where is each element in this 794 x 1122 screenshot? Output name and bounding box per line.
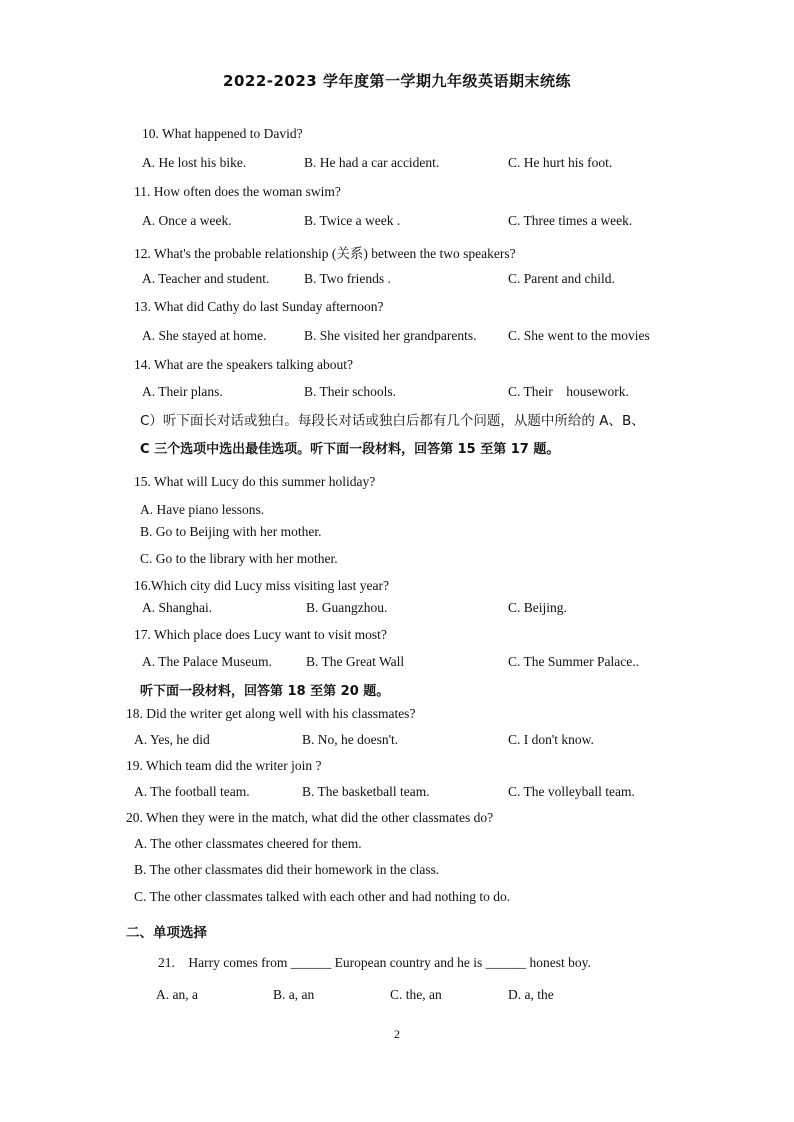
question-19-option-a: A. The football team.: [134, 784, 250, 799]
question-16-stem: 16.Which city did Lucy miss visiting last year?: [134, 578, 389, 593]
section-2-heading: 二、单项选择: [126, 925, 207, 941]
question-13-stem: 13. What did Cathy do last Sunday afternoon?: [134, 299, 384, 314]
instruction-18-20: 听下面一段材料，回答第 18 至第 20 题。: [140, 684, 390, 699]
question-11-option-b: B. Twice a week .: [304, 213, 401, 228]
page-number: 2: [394, 1027, 400, 1041]
question-20-option-c: C. The other classmates talked with each other and had nothing to do.: [134, 889, 511, 904]
question-16-option-c: C. Beijing.: [508, 600, 567, 615]
question-21-option-d: D. a, the: [508, 987, 554, 1002]
question-15-option-b: B. Go to Beijing with her mother.: [140, 524, 322, 539]
question-17-stem: 17. Which place does Lucy want to visit most?: [134, 627, 387, 642]
question-21-stem: 21. Harry comes from ______ European country and he is ______ honest boy.: [158, 955, 591, 970]
question-17-option-c: C. The Summer Palace..: [508, 654, 639, 669]
question-12-option-b: B. Two friends .: [304, 271, 391, 286]
question-11-stem: 11. How often does the woman swim?: [134, 184, 341, 199]
question-18-stem: 18. Did the writer get along well with his classmates?: [126, 706, 416, 721]
question-21-option-a: A. an, a: [156, 987, 198, 1002]
question-10-stem: 10. What happened to David?: [142, 126, 303, 141]
question-12-option-c: C. Parent and child.: [508, 271, 615, 286]
question-19-option-b: B. The basketball team.: [302, 784, 430, 799]
question-17-option-a: A. The Palace Museum.: [142, 654, 272, 669]
question-11-option-a: A. Once a week.: [142, 213, 232, 228]
question-10-option-a: A. He lost his bike.: [142, 155, 247, 170]
question-18-option-c: C. I don't know.: [508, 732, 594, 747]
question-13-option-a: A. She stayed at home.: [142, 328, 267, 343]
question-21-option-b: B. a, an: [273, 987, 315, 1002]
question-10-option-b: B. He had a car accident.: [304, 155, 440, 170]
section-c-instruction-line-2: C 三个选项中选出最佳选项。听下面一段材料，回答第 15 至第 17 题。: [140, 442, 560, 457]
question-14-option-a: A. Their plans.: [142, 384, 223, 399]
question-18-option-b: B. No, he doesn't.: [302, 732, 399, 747]
question-15-option-c: C. Go to the library with her mother.: [140, 551, 338, 566]
question-12-stem: 12. What's the probable relationship (关系) between the two speakers?: [134, 246, 516, 261]
question-14-option-c: C. Their housework.: [508, 384, 629, 399]
question-19-option-c: C. The volleyball team.: [508, 784, 635, 799]
question-16-option-a: A. Shanghai.: [142, 600, 213, 615]
question-21-option-c: C. the, an: [390, 987, 442, 1002]
question-10-option-c: C. He hurt his foot.: [508, 155, 613, 170]
question-17-option-b: B. The Great Wall: [306, 654, 405, 669]
question-20-option-b: B. The other classmates did their homework in the class.: [134, 862, 440, 877]
question-14-stem: 14. What are the speakers talking about?: [134, 357, 354, 372]
question-11-option-c: C. Three times a week.: [508, 213, 633, 228]
page-title: 2022-2023 学年度第一学期九年级英语期末统练: [223, 72, 571, 90]
question-18-option-a: A. Yes, he did: [134, 732, 210, 747]
question-16-option-b: B. Guangzhou.: [306, 600, 388, 615]
question-19-stem: 19. Which team did the writer join ?: [126, 758, 322, 773]
question-15-stem: 15. What will Lucy do this summer holiday?: [134, 474, 376, 489]
question-13-option-c: C. She went to the movies: [508, 328, 650, 343]
question-12-option-a: A. Teacher and student.: [142, 271, 270, 286]
question-20-stem: 20. When they were in the match, what did the other classmates do?: [126, 810, 494, 825]
question-20-option-a: A. The other classmates cheered for them.: [134, 836, 362, 851]
section-c-instruction-line-1: C）听下面长对话或独白。每段长对话或独白后都有几个问题，从题中所给的 A、B、: [140, 413, 645, 429]
question-14-option-b: B. Their schools.: [304, 384, 396, 399]
question-13-option-b: B. She visited her grandparents.: [304, 328, 477, 343]
question-15-option-a: A. Have piano lessons.: [140, 502, 265, 517]
